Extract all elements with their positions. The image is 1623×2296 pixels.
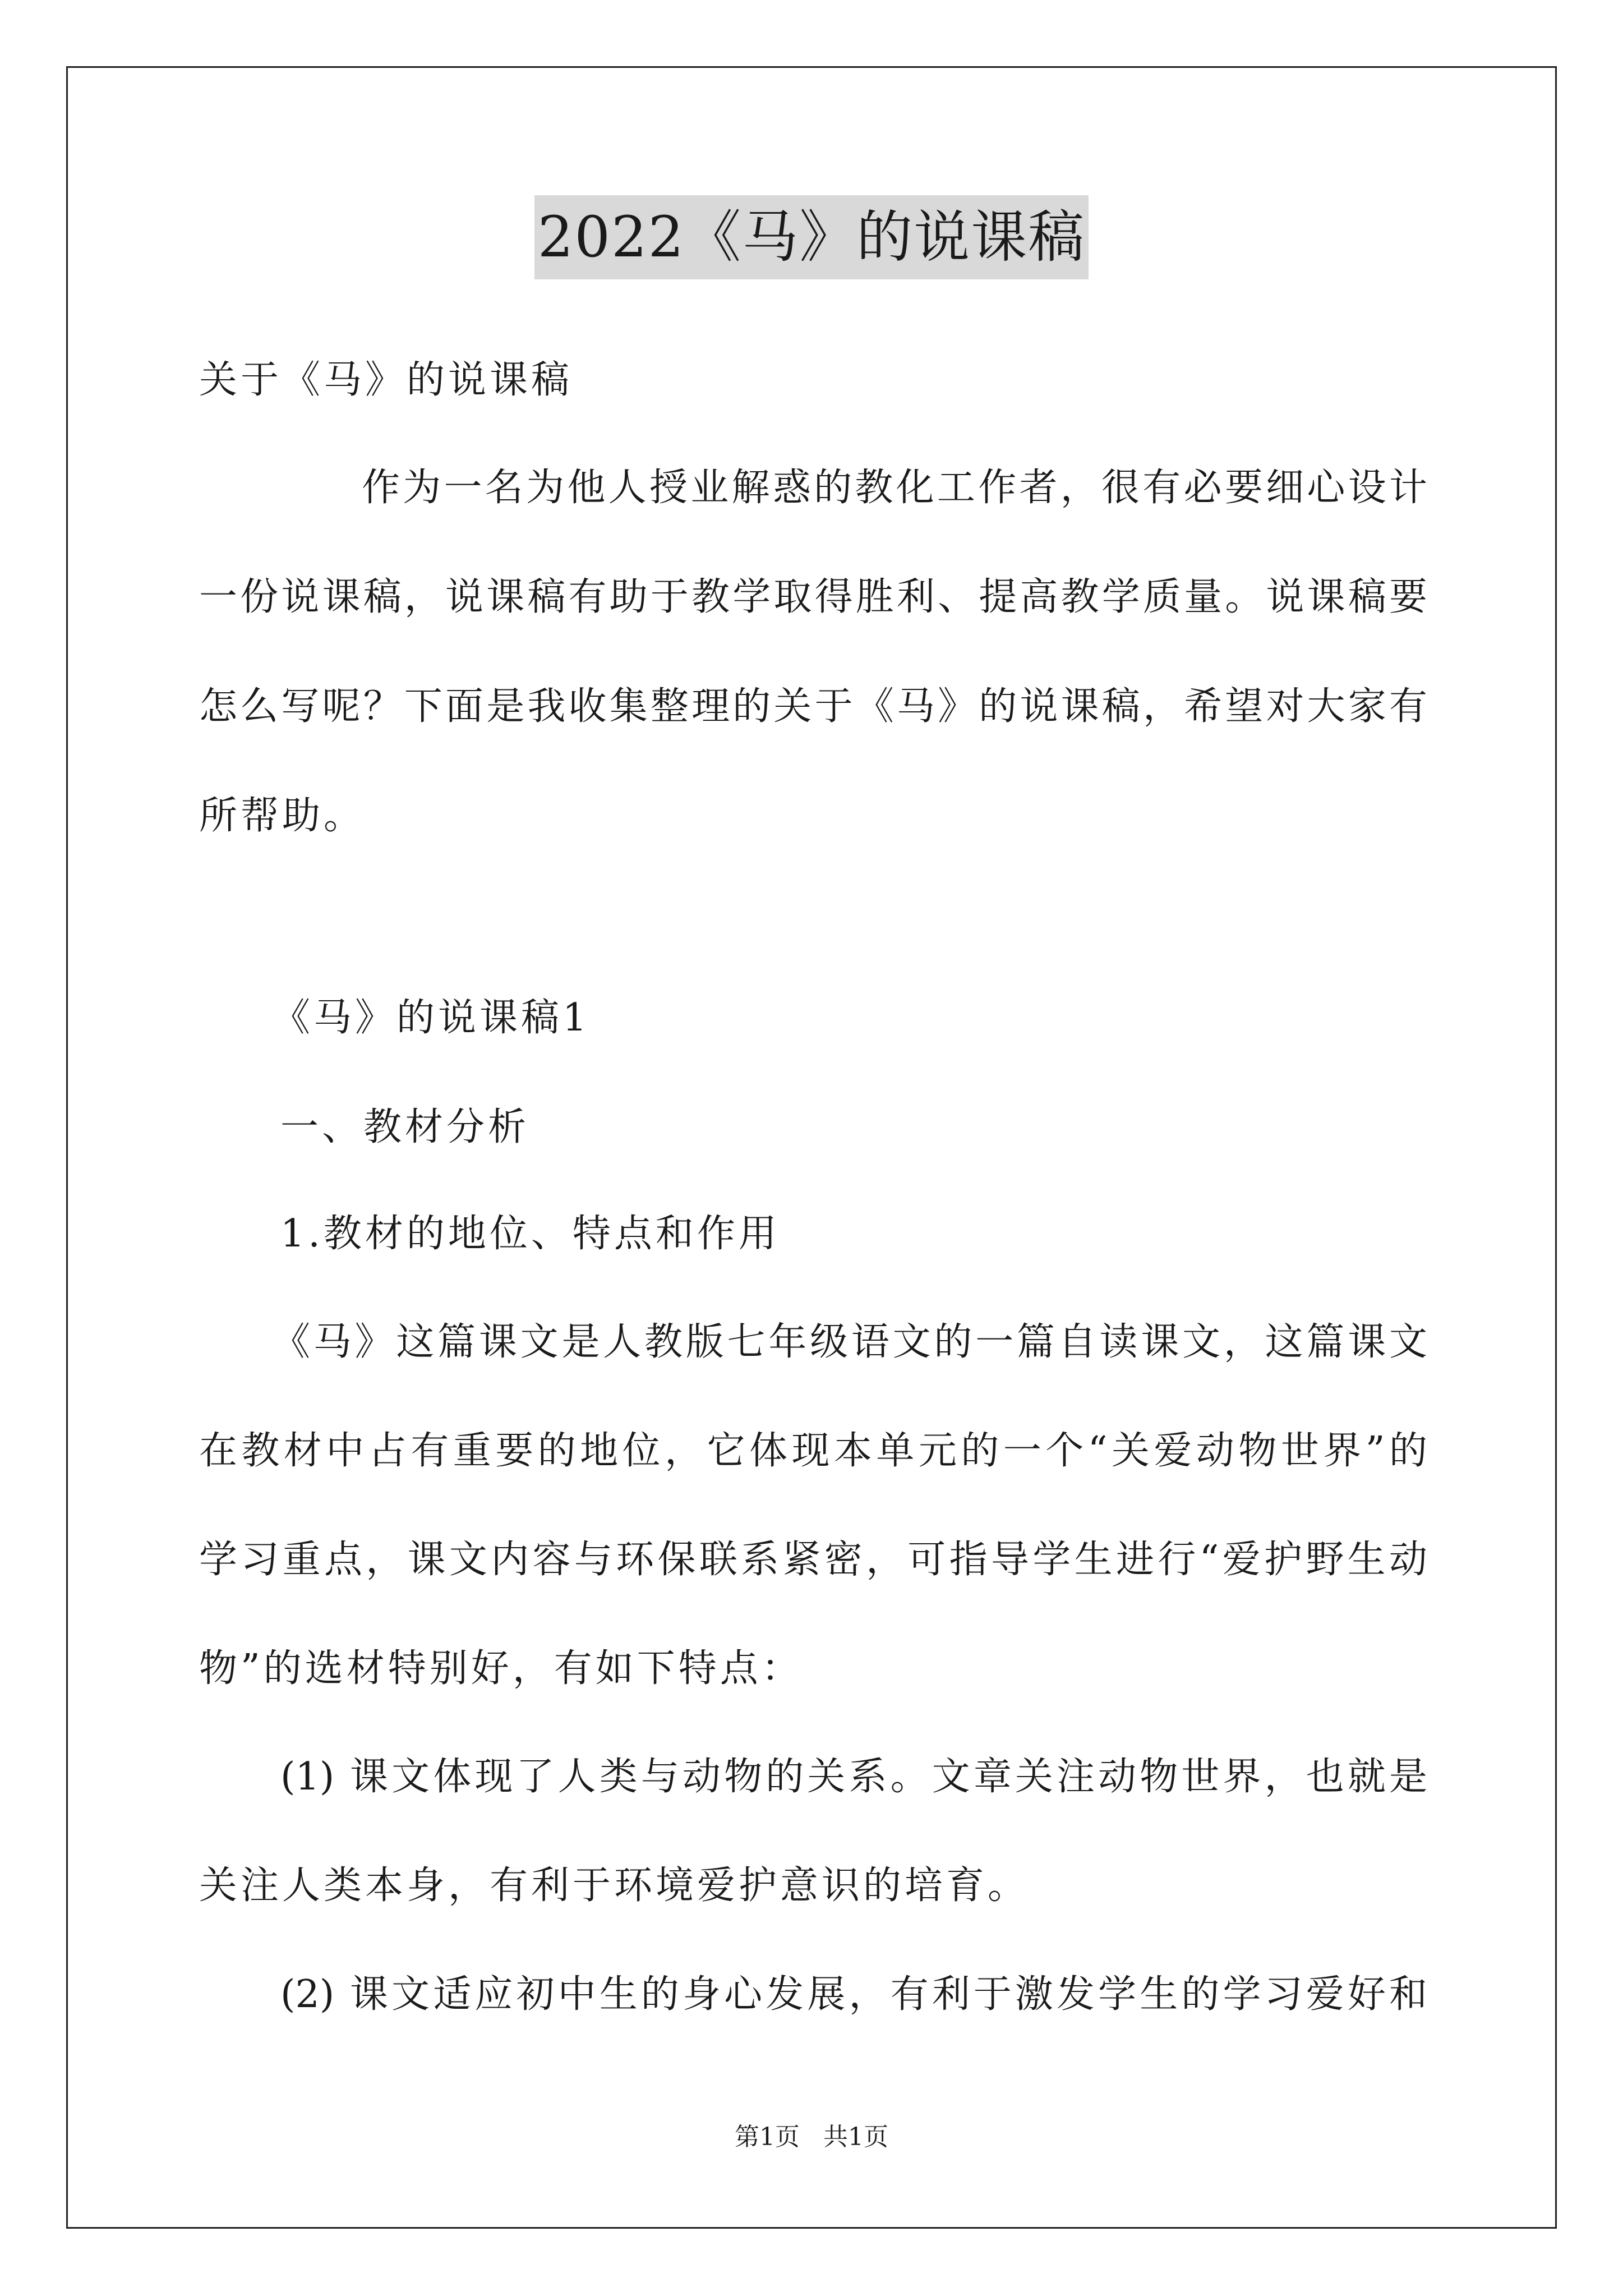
heading-1: 一、教材分析: [280, 1105, 530, 1149]
para1-line-4: 物”的选材特别好，有如下特点：: [199, 1646, 803, 1691]
subtitle: 关于《马》的说课稿: [199, 358, 573, 402]
document-title-text: 2022《马》的说课稿: [534, 195, 1089, 279]
document-title: [0, 195, 1623, 279]
heading-2: 1.教材的地位、特点和作用: [280, 1212, 780, 1256]
intro-line-4: 所帮助。: [199, 794, 366, 838]
point1-line-1: (1) 课文体现了人类与动物的关系。文章关注动物世界，也就是: [280, 1755, 1427, 1799]
point1-line-2: 关注人类本身，有利于环境爱护意识的培育。: [199, 1864, 1030, 1908]
intro-line-1: 作为一名为他人授业解惑的教化工作者，很有必要细心设计: [362, 466, 1427, 510]
intro-line-2: 一份说课稿，说课稿有助于教学取得胜利、提高教学质量。说课稿要: [199, 575, 1427, 619]
para1-line-3: 学习重点，课文内容与环保联系紧密，可指导学生进行“爱护野生动: [199, 1538, 1427, 1582]
page-footer: 第1页 共1页: [735, 2123, 888, 2151]
para1-line-2: 在教材中占有重要的地位，它体现本单元的一个“关爱动物世界”的: [199, 1429, 1427, 1473]
section-title: 《马》的说课稿1: [272, 996, 591, 1040]
intro-line-3: 怎么写呢？下面是我收集整理的关于《马》的说课稿，希望对大家有: [199, 684, 1427, 729]
point2-line-1: (2) 课文适应初中生的身心发展，有利于激发学生的学习爱好和: [280, 1972, 1427, 2017]
para1-line-1: 《马》这篇课文是人教版七年级语文的一篇自读课文，这篇课文: [272, 1320, 1427, 1364]
